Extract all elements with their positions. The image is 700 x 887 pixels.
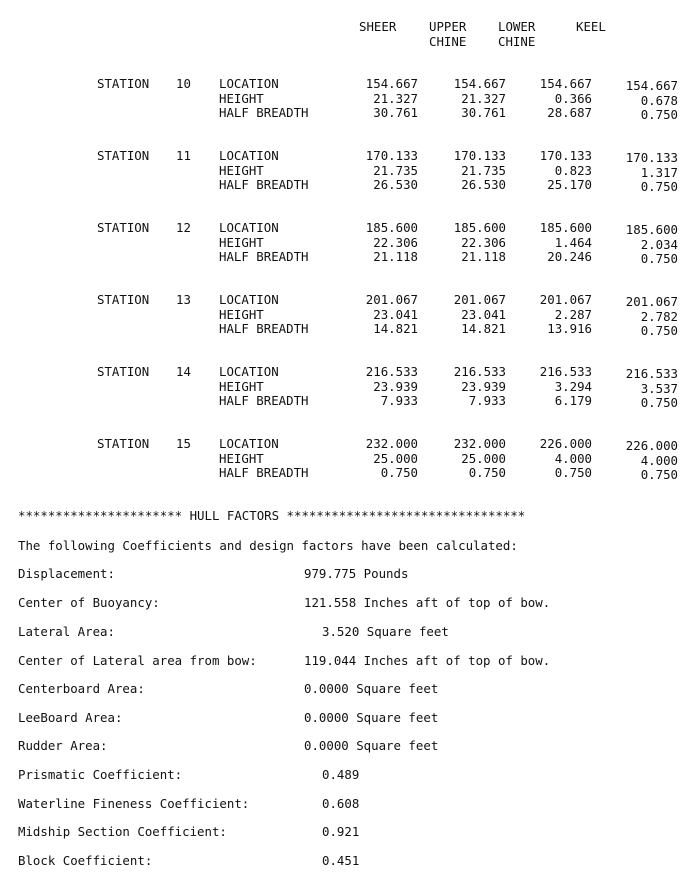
row-label: LOCATION [219,436,279,451]
table-cell: 216.533 [453,364,506,379]
table-cell: 226.000 [539,436,592,451]
row-label: LOCATION [219,148,279,163]
row-label: LOCATION [219,220,279,235]
factor-row [18,682,678,698]
factor-label: Rudder Area: [18,738,108,753]
table-cell: 154.667 [625,78,678,93]
table-cell: 0.750 [640,107,678,122]
table-cell: 20.246 [547,249,592,264]
table-cell: 14.821 [373,321,418,336]
factor-value: 0.451 [322,853,360,868]
factor-value: 121.558 Inches aft of top of bow. [304,595,551,610]
station-label: STATION [97,292,150,307]
factor-row [18,825,678,841]
factor-value: 0.608 [322,796,360,811]
table-cell: 170.133 [539,148,592,163]
table-cell: 25.170 [547,177,592,192]
table-cell: 185.600 [625,222,678,237]
table-cell: 170.133 [453,148,506,163]
table-cell: 216.533 [539,364,592,379]
factor-label: Block Coefficient: [18,853,153,868]
row-label: HALF BREADTH [219,105,309,120]
hull-factors-intro: The following Coefficients and design factors have been calculated: [18,538,518,553]
factor-row [18,797,678,813]
station-number: 12 [176,220,191,235]
table-cell: 216.533 [625,366,678,381]
col-header-lower: LOWER [498,19,536,34]
table-cell: 154.667 [365,76,418,91]
table-cell: 1.317 [640,164,678,180]
table-cell: 13.916 [547,321,592,336]
row-label: HALF BREADTH [219,177,309,192]
table-cell: 185.600 [365,220,418,235]
table-cell: 23.939 [461,378,506,394]
col-header-keel: KEEL [576,19,606,34]
table-cell: 201.067 [365,292,418,307]
table-cell: 21.118 [373,249,418,264]
factor-label: Displacement: [18,566,115,581]
table-cell: 21.735 [461,162,506,178]
station-block [0,77,700,125]
table-cell: 23.041 [461,306,506,322]
table-cell: 21.327 [373,90,418,106]
station-block [0,293,700,341]
table-cell: 25.000 [461,450,506,466]
row-label: HALF BREADTH [219,321,309,336]
table-cell: 21.118 [461,249,506,264]
table-cell: 0.750 [468,465,506,480]
table-cell: 0.750 [640,179,678,194]
table-cell: 22.306 [461,234,506,250]
table-cell: 7.933 [468,393,506,408]
station-block [0,365,700,413]
table-cell: 226.000 [625,438,678,453]
row-label: HEIGHT [219,378,264,394]
factor-label: Midship Section Coefficient: [18,824,227,839]
table-cell: 0.823 [554,162,592,178]
factor-row [18,711,678,727]
table-cell: 1.464 [554,234,592,250]
table-cell: 23.939 [373,378,418,394]
station-label: STATION [97,76,150,91]
row-label: LOCATION [219,364,279,379]
factor-label: Waterline Fineness Coefficient: [18,796,250,811]
table-cell: 26.530 [373,177,418,192]
factor-row [18,768,678,784]
station-block [0,221,700,269]
station-label: STATION [97,220,150,235]
table-cell: 0.750 [640,467,678,482]
table-cell: 30.761 [461,105,506,120]
factor-label: Center of Buoyancy: [18,595,160,610]
table-cell: 28.687 [547,105,592,120]
table-cell: 2.287 [554,306,592,322]
table-cell: 232.000 [365,436,418,451]
table-cell: 0.750 [640,251,678,266]
table-cell: 154.667 [453,76,506,91]
factor-value: 0.489 [322,767,360,782]
factor-label: Centerboard Area: [18,681,145,696]
row-label: HEIGHT [219,450,264,466]
table-cell: 4.000 [640,452,678,468]
table-cell: 0.750 [640,323,678,338]
table-cell: 23.041 [373,306,418,322]
station-number: 13 [176,292,191,307]
factor-value: 3.520 Square feet [322,624,449,639]
table-cell: 3.294 [554,378,592,394]
table-cell: 21.327 [461,90,506,106]
station-block [0,149,700,197]
row-label: HEIGHT [219,90,264,106]
table-cell: 185.600 [453,220,506,235]
table-cell: 154.667 [539,76,592,91]
row-label: HALF BREADTH [219,393,309,408]
station-block [0,437,700,485]
factor-value: 0.0000 Square feet [304,710,439,725]
col-header-upper-chine: CHINE [429,34,467,49]
table-cell: 185.600 [539,220,592,235]
station-label: STATION [97,364,150,379]
row-label: HEIGHT [219,306,264,322]
table-cell: 170.133 [365,148,418,163]
col-header-upper: UPPER [429,19,467,34]
table-cell: 25.000 [373,450,418,466]
table-cell: 201.067 [539,292,592,307]
table-cell: 170.133 [625,150,678,165]
table-cell: 30.761 [373,105,418,120]
station-label: STATION [97,148,150,163]
table-cell: 201.067 [453,292,506,307]
row-label: LOCATION [219,292,279,307]
factor-label: LeeBoard Area: [18,710,123,725]
factor-row [18,854,678,870]
table-cell: 0.678 [640,92,678,108]
station-number: 10 [176,76,191,91]
factor-value: 0.0000 Square feet [304,681,439,696]
table-cell: 232.000 [453,436,506,451]
table-cell: 0.750 [554,465,592,480]
col-header-sheer: SHEER [359,19,397,34]
table-cell: 2.782 [640,308,678,324]
table-cell: 2.034 [640,236,678,252]
factor-value: 119.044 Inches aft of top of bow. [304,653,551,668]
table-cell: 0.366 [554,90,592,106]
station-number: 15 [176,436,191,451]
station-number: 11 [176,148,191,163]
table-cell: 4.000 [554,450,592,466]
hull-factors-header: ********************** HULL FACTORS ******************************** [18,508,526,523]
table-cell: 216.533 [365,364,418,379]
factor-value: 0.0000 Square feet [304,738,439,753]
row-label: HEIGHT [219,162,264,178]
table-cell: 201.067 [625,294,678,309]
row-label: LOCATION [219,76,279,91]
factor-row [18,654,678,670]
table-cell: 0.750 [640,395,678,410]
row-label: HALF BREADTH [219,465,309,480]
factor-value: 0.921 [322,824,360,839]
factor-label: Prismatic Coefficient: [18,767,183,782]
station-number: 14 [176,364,191,379]
factor-row [18,567,678,583]
table-cell: 22.306 [373,234,418,250]
factor-label: Center of Lateral area from bow: [18,653,257,668]
factor-label: Lateral Area: [18,624,115,639]
factor-row [18,596,678,612]
station-label: STATION [97,436,150,451]
table-cell: 14.821 [461,321,506,336]
factor-value: 979.775 Pounds [304,566,409,581]
table-cell: 26.530 [461,177,506,192]
table-cell: 0.750 [380,465,418,480]
row-label: HEIGHT [219,234,264,250]
table-cell: 7.933 [380,393,418,408]
factor-row [18,625,678,641]
factor-row [18,739,678,755]
row-label: HALF BREADTH [219,249,309,264]
table-cell: 3.537 [640,380,678,396]
table-cell: 6.179 [554,393,592,408]
table-cell: 21.735 [373,162,418,178]
col-header-lower-chine: CHINE [498,34,536,49]
